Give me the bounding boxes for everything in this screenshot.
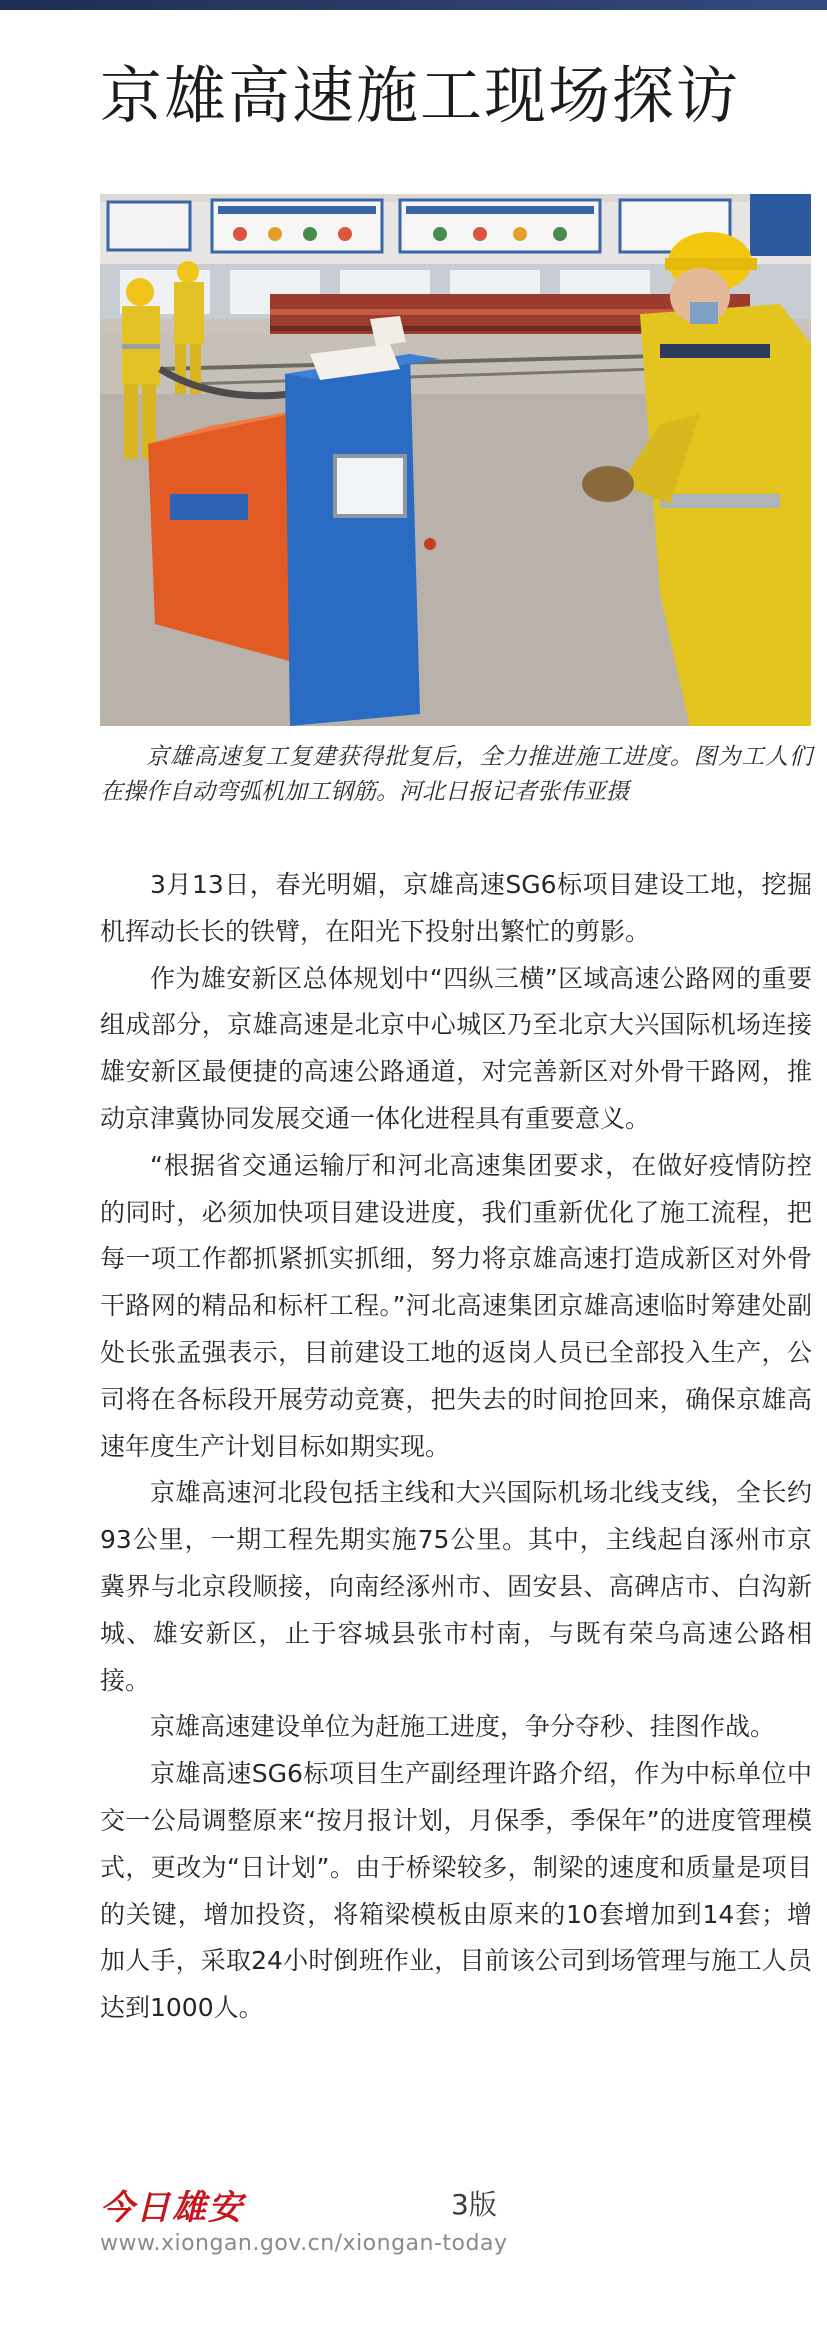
article-paragraph: “根据省交通运输厅和河北高速集团要求，在做好疫情防控的同时，必须加快项目建设进度，我们重新优化了施工流程，把每一项工作都抓紧抓实抓细，努力将京雄高速打造成新区对外骨干路网的精品和标杆工程。”河北高速集团京雄高速临时筹建处副处长张孟强表示，目前建设工地的返岗人员已全部投入生产，公司将在各标段开展劳动竞赛，把失去的时间抢回来，确保京雄高速年度生产计划目标如期实现。	[100, 1150, 812, 1461]
news-photo	[100, 194, 811, 726]
headline: 京雄高速施工现场探访	[100, 59, 741, 132]
page-number: 3版	[451, 2188, 497, 2221]
article-paragraph: 京雄高速建设单位为赶施工进度，争分夺秒、挂图作战。	[150, 1712, 776, 1742]
article-paragraph: 3月13日，春光明媚，京雄高速SG6标项目建设工地，挖掘机挥动长长的铁臂，在阳光下投射出繁忙的剪影。	[100, 870, 812, 946]
top-bar	[0, 0, 827, 10]
article-paragraph: 京雄高速河北段包括主线和大兴国际机场北线支线，全长约93公里，一期工程先期实施75公里。其中，主线起自涿州市京冀界与北京段顺接，向南经涿州市、固安县、高碑店市、白沟新城、雄安新区，止于容城县张市村南，与既有荣乌高速公路相接。	[100, 1478, 812, 1695]
publication-logo: 今日雄安	[100, 2188, 244, 2228]
article-body	[100, 862, 812, 2032]
article-paragraph: 京雄高速SG6标项目生产副经理许路介绍，作为中标单位中交一公局调整原来“按月报计划，月保季，季保年”的进度管理模式，更改为“日计划”。由于桥梁较多，制梁的速度和质量是项目的关键，增加投资，将箱梁模板由原来的10套增加到14套；增加人手，采取24小时倒班作业，目前该公司到场管理与施工人员达到1000人。	[100, 1759, 812, 2023]
footer-url: www.xiongan.gov.cn/xiongan-today	[100, 2231, 508, 2256]
photo-caption: 京雄高速复工复建获得批复后，全力推进施工进度。图为工人们在操作自动弯弧机加工钢筋。河北日报记者张伟亚摄	[100, 744, 812, 805]
article-paragraph: 作为雄安新区总体规划中“四纵三横”区域高速公路网的重要组成部分，京雄高速是北京中心城区乃至北京大兴国际机场连接雄安新区最便捷的高速公路通道，对完善新区对外骨干路网，推动京津冀协同发展交通一体化进程具有重要意义。	[100, 963, 812, 1133]
